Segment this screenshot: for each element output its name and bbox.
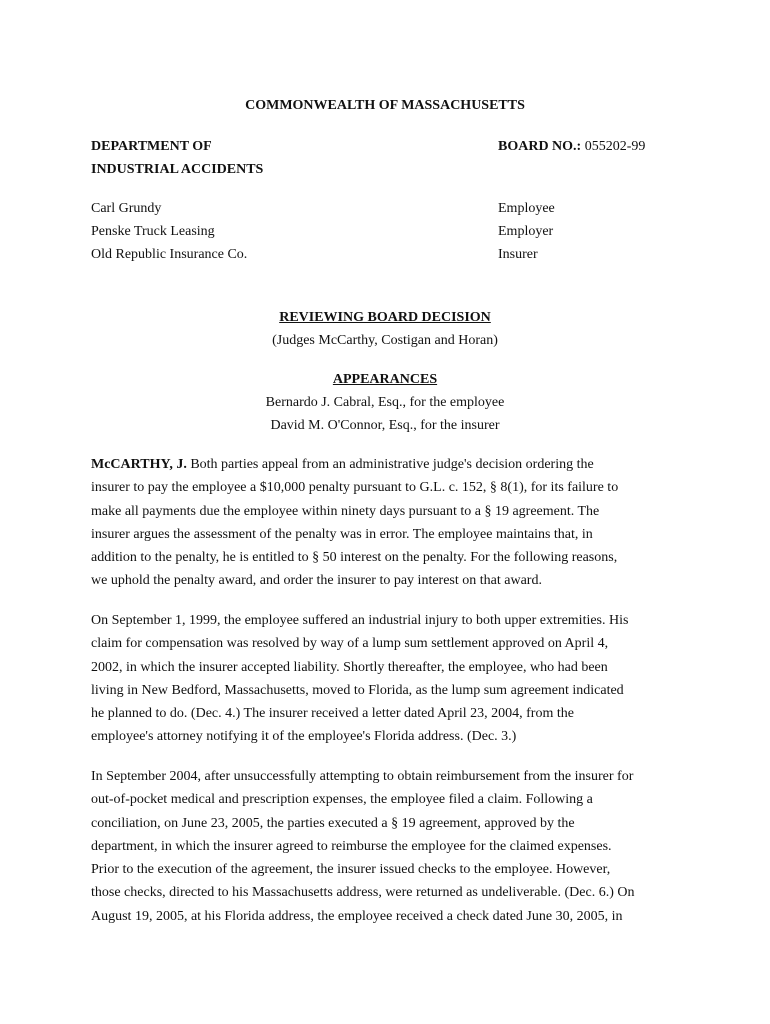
decision-title: REVIEWING BOARD DECISION (279, 310, 491, 325)
paragraph-3-line: those checks, directed to his Massachusetts address, were returned as undeliverable. (Dec. 6.) On (91, 885, 635, 901)
party-name-insurer: Old Republic Insurance Co. (91, 247, 248, 262)
party-role-insurer: Insurer (498, 247, 538, 262)
commonwealth-heading: COMMONWEALTH OF MASSACHUSETTS (245, 98, 525, 113)
paragraph-3-line: Prior to the execution of the agreement, the insurer issued checks to the employee. However, (91, 862, 611, 878)
paragraph-1 (91, 453, 691, 593)
paragraph-2-line: he planned to do. (Dec. 4.) The insurer received a letter dated April 23, 2004, from the (91, 706, 574, 722)
appearances-title-wrap (0, 372, 770, 388)
paragraph-1-line: we uphold the penalty award, and order the insurer to pay interest on that award. (91, 573, 542, 589)
appearance-insurer: David M. O'Connor, Esq., for the insurer (270, 418, 500, 433)
author-judge: McCARTHY, J. (91, 457, 187, 472)
paragraph-3-line: conciliation, on June 23, 2005, the parties executed a § 19 agreement, approved by the (91, 815, 575, 831)
department-line-1: DEPARTMENT OF (91, 139, 212, 154)
board-number-label: BOARD NO.: (498, 139, 582, 154)
party-name-employer: Penske Truck Leasing (91, 224, 215, 239)
paragraph-3-line: department, in which the insurer agreed to reimburse the employee for the claimed expenses. (91, 838, 612, 854)
paragraph-3-line: August 19, 2005, at his Florida address, the employee received a check dated June 30, 2005, in (91, 908, 623, 924)
paragraph-1-line-text: Both parties appeal from an administrative judge's decision ordering the (186, 457, 594, 472)
appearances-title: APPEARANCES (332, 372, 438, 387)
paragraph-1-line: insurer to pay the employee a $10,000 penalty pursuant to G.L. c. 152, § 8(1), for its failure to (91, 480, 619, 496)
paragraph-1-line (91, 453, 691, 476)
board-number-value: 055202-99 (584, 139, 646, 154)
party-name-employee: Carl Grundy (91, 201, 162, 216)
paragraph-3-line: out-of-pocket medical and prescription expenses, the employee filed a claim. Following a (91, 792, 593, 808)
paragraph-1-line: addition to the penalty, he is entitled to § 50 interest on the penalty. For the following reasons, (91, 550, 618, 566)
paragraph-3 (91, 765, 691, 928)
paragraph-2-line: On September 1, 1999, the employee suffered an industrial injury to both upper extremities. His (91, 613, 629, 628)
decision-judges: (Judges McCarthy, Costigan and Horan) (272, 333, 498, 348)
board-number-block (498, 139, 645, 155)
paragraph-2-line: living in New Bedford, Massachusetts, moved to Florida, as the lump sum agreement indicated (91, 682, 624, 698)
appearance-employee: Bernardo J. Cabral, Esq., for the employee (265, 395, 505, 410)
paragraph-2-line: 2002, in which the insurer accepted liability. Shortly thereafter, the employee, who had been (91, 659, 608, 675)
paragraph-2-line: claim for compensation was resolved by way of a lump sum settlement approved on April 4, (91, 636, 609, 652)
party-role-employee: Employee (498, 201, 555, 216)
paragraph-3-line: In September 2004, after unsuccessfully attempting to obtain reimbursement from the insurer for (91, 769, 634, 784)
paragraph-2-line: employee's attorney notifying it of the employee's Florida address. (Dec. 3.) (91, 729, 517, 745)
decision-title-wrap (0, 310, 770, 326)
department-line-2: INDUSTRIAL ACCIDENTS (91, 162, 264, 177)
paragraph-1-line: make all payments due the employee within ninety days pursuant to a § 19 agreement. The (91, 503, 600, 519)
paragraph-1-line: insurer argues the assessment of the penalty was in error. The employee maintains that, in (91, 526, 593, 542)
party-role-employer: Employer (498, 224, 554, 239)
paragraph-2 (91, 609, 691, 749)
